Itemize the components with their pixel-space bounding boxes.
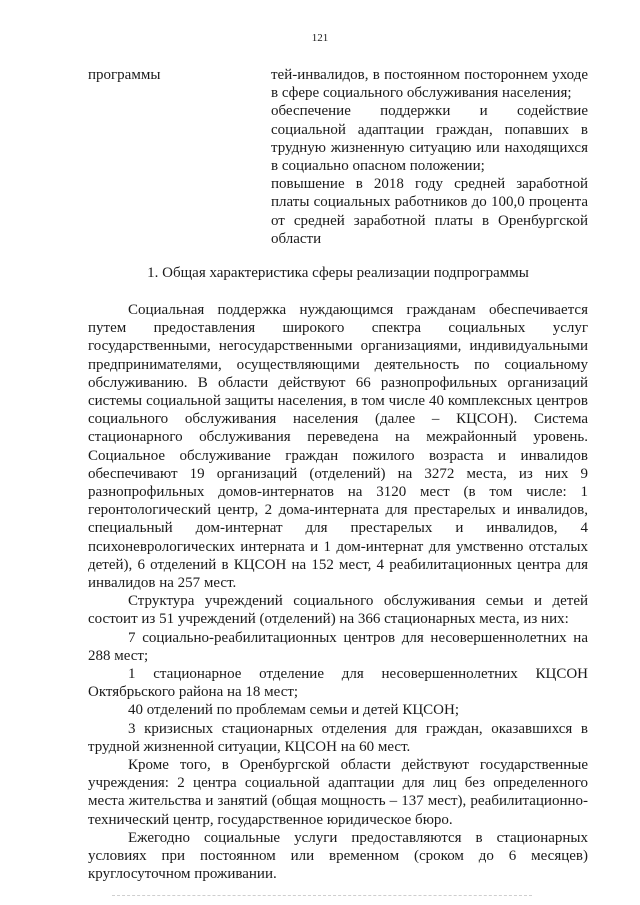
- body-paragraph: Социальная поддержка нуждающимся гражданам обеспечивается путем предоставления широкого спектра социальных услуг государственными, негосударственными организациями, индивидуальными предпринимателями, осуществляющими деятельность по социальному обслуживанию. В области действуют 66 разнопрофильных организаций системы социальной защиты населения, в том числе 40 комплексных центров социального обслуживания населения (далее – КЦСОН). Система стационарного обслуживания переведена на межрайонный уровень. Социальное обслуживание граждан пожилого возраста и инвалидов обеспечивают 19 организаций (отделений) на 3272 места, из них 9 разнопрофильных домов-интернатов на 3120 мест (в том числе: 1 геронтологический центр, 2 дома-интерната для престарелых и инвалидов, специальный дом-интернат для престарелых и инвалидов, 4 психоневрологических интерната и 1 дом-интернат для умственно отсталых детей), 6 отделений в КЦСОН на 152 мест, 4 реабилитационных центра для инвалидов на 257 мест.: [88, 302, 588, 592]
- body-paragraph: 1 стационарное отделение для несовершеннолетних КЦСОН Октябрьского района на 18 мест;: [88, 666, 588, 701]
- body-paragraph: Структура учреждений социального обслуживания семьи и детей состоит из 51 учреждений (отделений) на 366 стационарных места, из них:: [88, 593, 588, 628]
- body-paragraph: 3 кризисных стационарных отделения для граждан, оказавшихся в трудной жизненной ситуации, КЦСОН на 60 мест.: [88, 720, 588, 755]
- body-paragraph: 40 отделений по проблемам семьи и детей КЦСОН;: [128, 702, 460, 719]
- body-text: [88, 301, 588, 884]
- goals-table-row: [88, 66, 588, 248]
- goal-item: тей-инвалидов, в постоянном постороннем уходе в сфере социального обслуживания населения;: [271, 67, 588, 102]
- body-paragraph: Кроме того, в Оренбургской области действуют государственные учреждения: 2 центра социальной адаптации для лиц без определенного места жительства и занятий (общая мощность – 137 мест), реабилитационно-технический центр, государственное юридическое бюро.: [88, 757, 588, 828]
- goal-item: повышение в 2018 году средней заработной платы социальных работников до 100,0 процента от средней заработной платы в Оренбургской области: [271, 176, 588, 247]
- page-edge-divider: [112, 895, 532, 896]
- goals-table-label: программы: [88, 67, 161, 83]
- goals-list: [271, 66, 588, 248]
- page-number: 121: [311, 32, 329, 44]
- section-heading: 1. Общая характеристика сферы реализации подпрограммы: [147, 265, 529, 281]
- body-paragraph: 7 социально-реабилитационных центров для несовершеннолетних на 288 мест;: [88, 629, 588, 664]
- goal-item: обеспечение поддержки и содействие социальной адаптации граждан, попавших в трудную жизненную ситуацию или находящихся в социально опасном положении;: [271, 103, 588, 175]
- body-paragraph: Ежегодно социальные услуги предоставляются в стационарных условиях при постоянном или временном (сроком до 6 месяцев) круглосуточном проживании.: [88, 829, 588, 883]
